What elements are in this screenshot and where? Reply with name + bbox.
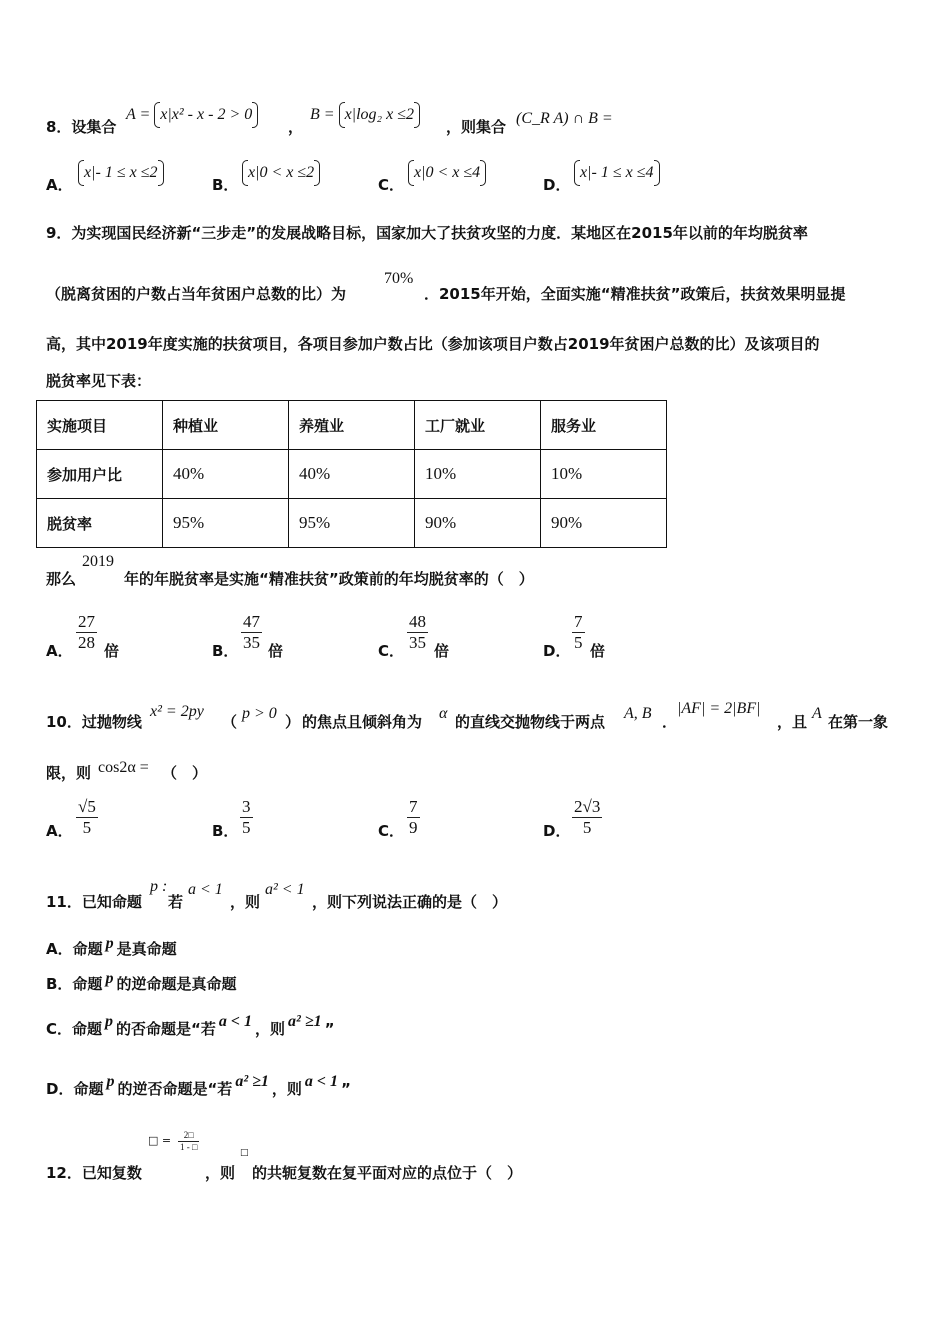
- q10-stem: 10．过抛物线: [46, 713, 142, 731]
- table-header: 实施项目: [37, 401, 163, 450]
- q8-setA: A = x|x² - x - 2 > 0: [126, 106, 258, 124]
- table-header: 工厂就业: [415, 401, 541, 450]
- q11-stem: 11．已知命题: [46, 893, 142, 911]
- q8-option-a-label: A．: [46, 176, 73, 194]
- table-cell: 95%: [289, 499, 415, 548]
- q10-expr: cos2α =: [98, 759, 149, 776]
- q8-then: ，则集合: [446, 118, 507, 136]
- q10-line2: 限，则: [46, 764, 92, 782]
- q9-option-c-label: C．: [378, 642, 405, 660]
- q8-option-b: x|0 < x ≤2: [242, 164, 320, 182]
- q10-option-a-label: A．: [46, 822, 73, 840]
- q10-option-b-fraction: $\frac{3}{5}$: [242, 797, 251, 837]
- q12-box: □: [240, 1148, 249, 1158]
- table-cell: 90%: [415, 499, 541, 548]
- q9-line1: 9．为实现国民经济新“三步走”的发展战略目标，国家加大了扶贫攻坚的力度．某地区在2015年以前的年均脱贫率: [46, 224, 808, 242]
- q9-option-d-label: D．: [543, 642, 571, 660]
- q11-option-c: C．命题 p 的否命题是“若 a < 1 ，则 a² ≥1 ”: [46, 1013, 335, 1038]
- q12-fraction-lhs: □ =: [148, 1134, 172, 1147]
- q9-rate: 70%: [384, 270, 414, 287]
- q12-stem: 12．已知复数: [46, 1164, 142, 1182]
- q10-option-b-label: B．: [212, 822, 239, 840]
- q9-ask-a: 那么: [46, 570, 77, 588]
- q9-line2a: （脱离贫困的户数占当年贫困户总数的比）为: [46, 285, 347, 303]
- q9-line3: 高，其中2019年度实施的扶贫项目，各项目参加户数占比（参加该项目户数占2019年贫困户总数的比）及该项目的: [46, 335, 820, 353]
- q9-option-b-label: B．: [212, 642, 239, 660]
- q10-option-d-fraction: $\frac{2√3}{5}$: [574, 797, 601, 837]
- table-header-row: [37, 401, 667, 450]
- q8-option-a: x|- 1 ≤ x ≤2: [78, 164, 164, 182]
- q8-setB: B = x|log₂ x ≤2: [310, 106, 420, 124]
- q9-option-a-fraction: $\frac{27}{28}$: [78, 612, 95, 652]
- q8-expr: (C_R A) ∩ B =: [516, 110, 613, 127]
- q11-option-d: D．命题 p 的逆否命题是“若 a² ≥1 ，则 a < 1 ”: [46, 1073, 351, 1098]
- q8-option-c: x|0 < x ≤4: [408, 164, 486, 182]
- q12-fraction: $\frac{2□}{1 - □}$: [180, 1130, 198, 1152]
- q9-line2b: ．2015年开始，全面实施“精准扶贫”政策后，扶贫效果明显提: [424, 285, 846, 303]
- q9-ask-b: 年的年脱贫率是实施“精准扶贫”政策前的年均脱贫率的（ ）: [124, 570, 534, 588]
- table-row: [37, 499, 667, 548]
- table-header: 服务业: [541, 401, 667, 450]
- table-header: 养殖业: [289, 401, 415, 450]
- q10-alpha: α: [439, 705, 448, 722]
- q10-ratio: |AF| = 2|BF|: [677, 700, 761, 717]
- q9-option-c-fraction: $\frac{48}{35}$: [409, 612, 426, 652]
- table-cell: 10%: [541, 450, 667, 499]
- q9-line4: 脱贫率见下表：: [46, 372, 152, 390]
- q9-table: [36, 400, 667, 548]
- table-row: [37, 450, 667, 499]
- q9-option-d-fraction: $\frac{7}{5}$: [574, 612, 583, 652]
- q8-option-c-label: C．: [378, 176, 405, 194]
- q9-option-a-label: A．: [46, 642, 73, 660]
- q8-stem: [46, 116, 116, 137]
- q8-setA-body: x|x² - x - 2 > 0: [154, 106, 258, 124]
- table-cell: 10%: [415, 450, 541, 499]
- q10-option-a-fraction: $\frac{√5}{5}$: [78, 797, 96, 837]
- table-cell: 40%: [163, 450, 289, 499]
- q8-option-d: x|- 1 ≤ x ≤4: [574, 164, 660, 182]
- q10-points: A, B: [624, 705, 652, 722]
- q11-option-b: B．命题 p 的逆命题是真命题: [46, 970, 237, 993]
- q11-option-a: A．命题 p 是真命题: [46, 935, 177, 958]
- q11-cond1: a < 1: [188, 881, 223, 898]
- q10-equation: x² = 2py: [150, 703, 204, 720]
- q11-cond2: a² < 1: [265, 881, 305, 898]
- q10-condition: p > 0: [242, 705, 277, 722]
- q8-option-d-label: D．: [543, 176, 571, 194]
- q10-option-c-label: C．: [378, 822, 405, 840]
- q8-option-b-label: B．: [212, 176, 239, 194]
- q11-p: p :: [150, 878, 168, 895]
- q10-option-d-label: D．: [543, 822, 571, 840]
- table-cell: 90%: [541, 499, 667, 548]
- table-cell: 40%: [289, 450, 415, 499]
- table-row-label: 脱贫率: [37, 499, 163, 548]
- table-header: 种植业: [163, 401, 289, 450]
- q9-year: 2019: [82, 553, 114, 570]
- table-cell: 95%: [163, 499, 289, 548]
- q9-option-b-fraction: $\frac{47}{35}$: [243, 612, 260, 652]
- q10-option-c-fraction: $\frac{7}{9}$: [409, 797, 418, 837]
- table-row-label: 参加用户比: [37, 450, 163, 499]
- q8-number: 8．设集合: [46, 118, 117, 136]
- q8-setB-body: x|log₂ x ≤2: [339, 106, 420, 124]
